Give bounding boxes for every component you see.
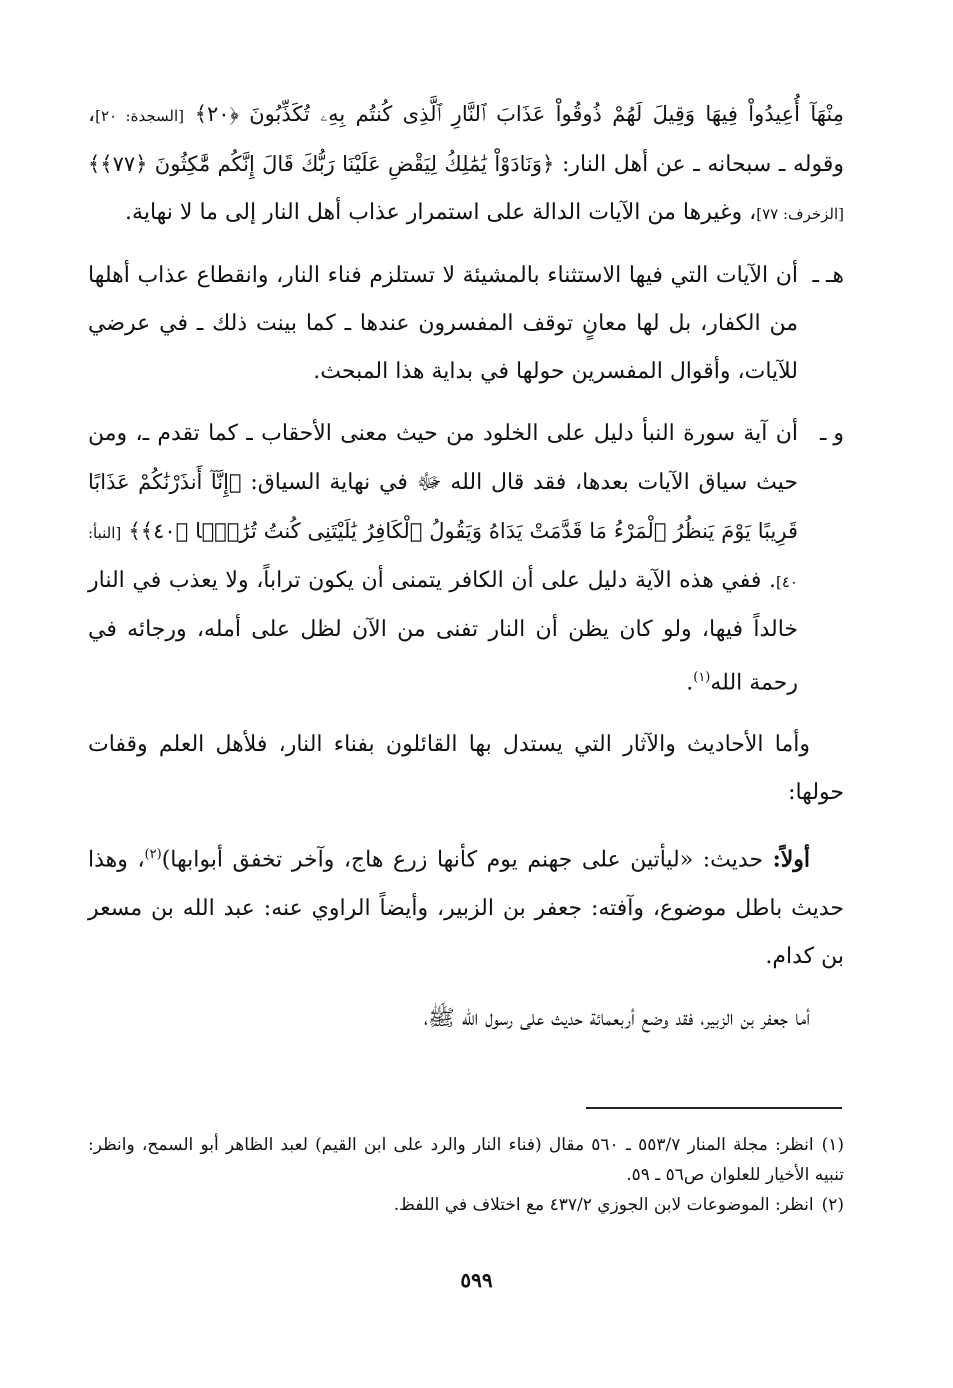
footnote-number: (٢): [821, 1195, 844, 1215]
paragraph-text: ، وغيرها من الآيات الدالة على استمرار عذاب أهل النار إلى ما لا نهاية.: [125, 200, 757, 225]
page-number: ٥٩٩: [460, 1268, 493, 1292]
list-item-body: [88, 410, 798, 707]
list-item-text: . ففي هذه الآية دليل على أن الكافر يتمنى أن يكون تراباً، ولا يعذب في النار خالداً فيها، ولو كان يظن أن النار تفنى من الآن لظل على أمله، ورجائه في رحمة الله: [88, 568, 798, 696]
list-item-waw: [88, 410, 844, 707]
verse-reference: [السجدة: ٢٠]: [95, 107, 184, 125]
footnote-number: (١): [821, 1135, 844, 1155]
quran-verse-naba: ﴿إِنَّآ أَنذَرْنَٰكُمْ عَذَابًا قَرِيبًا يَوْمَ يَنظُرُ ٱلْمَرْءُ مَا قَدَّمَتْ يَدَاهُ وَيَقُولُ ٱلْكَافِرُ يَٰلَيْتَنِى كُنتُ تُرَٰبًۢا ﴿٤٠﴾﴾: [88, 470, 798, 543]
paragraph-text: حديث: «ليأتين على جهنم يوم كأنها زرع هاج، وآخر تخفق أبوابها): [161, 847, 773, 873]
footnote-text: انظر: الموضوعات لابن الجوزي ٤٣٧/٢ مع اختلاف في اللفظ.: [393, 1195, 814, 1215]
list-item-text: .: [686, 670, 694, 696]
footnote-item: [88, 1130, 844, 1190]
page-body: [88, 90, 844, 1057]
paragraph-first: [88, 831, 844, 980]
paragraph-hadith: وأما الأحاديث والآثار التي يستدل بها القائلون بفناء النار، فلأهل العلم وقفات حولها:: [88, 732, 844, 806]
list-item-text: أن الآيات التي فيها الاستثناء بالمشيئة لا تستلزم فناء النار، وانقطاع عذاب أهلها من الكفار، بل لها معانٍ توقف المفسرون عندها ـ كما بينت ذلك ـ في عرضي للآيات، وأقوال المفسرين حولها في بداية هذا المبحث.: [88, 263, 798, 384]
paragraph-text: ، وقوله ـ سبحانه ـ عن أهل النار:: [88, 102, 844, 177]
footnote-marker[interactable]: (٢): [144, 847, 162, 863]
list-item-marker: هـ ـ: [812, 263, 844, 288]
paragraph-label: أولاً:: [772, 846, 811, 873]
list-item-he: [88, 252, 844, 396]
footnotes: [88, 1130, 844, 1220]
footnote-item: [88, 1190, 844, 1220]
paragraph-text: ، وهذا حديث باطل موضوع، وآفته: جعفر بن الزبير، وأيضاً الراوي عنه: عبد الله بن مسعر بن كدام.: [88, 847, 844, 969]
quran-verse-zukhruf: ﴿وَنَادَوْاْ يَٰمَٰلِكُ لِيَقْضِ عَلَيْنَا رَبُّكَ قَالَ إِنَّكُم مَّٰكِثُونَ ﴿٧٧﴾﴾: [88, 152, 555, 176]
list-item-marker: و ـ: [819, 421, 844, 446]
verse-reference: [الزخرف: ٧٧]: [756, 205, 844, 223]
footnote-marker[interactable]: (١): [693, 670, 711, 685]
paragraph-verses: [88, 90, 844, 238]
quran-verse-sajdah: مِنْهَآ أُعِيدُواْ فِيهَا وَقِيلَ لَهُمْ ذُوقُواْ عَذَابَ ٱلنَّارِ ٱلَّذِى كُنتُم بِهِۦ تُكَذِّبُونَ ﴿٢٠﴾: [194, 102, 844, 126]
footnote-separator: [586, 1107, 842, 1109]
paragraph-last: أما جعفر بن الزبير، فقد وضع أربعمائة حديث على رسول الله ﷺ،: [423, 1005, 810, 1031]
footnote-text: انظر: مجلة المنار ٥٥٣/٧ ـ ٥٦٠ مقال (فناء النار والرد على ابن القيم) لعبد الظاهر أبو السمح، وانظر: تنبيه الأخيار للعلوان ص٥٦ ـ ٥٩.: [88, 1135, 844, 1185]
verse-reference: [النبأ: ٤٠]: [88, 524, 798, 591]
list-item-text: أن آية سورة النبأ دليل على الخلود من حيث معنى الأحقاب ـ كما تقدم ـ، ومن حيث سياق الآيات بعدها، فقد قال الله ﷻ في نهاية السياق:: [88, 421, 798, 495]
